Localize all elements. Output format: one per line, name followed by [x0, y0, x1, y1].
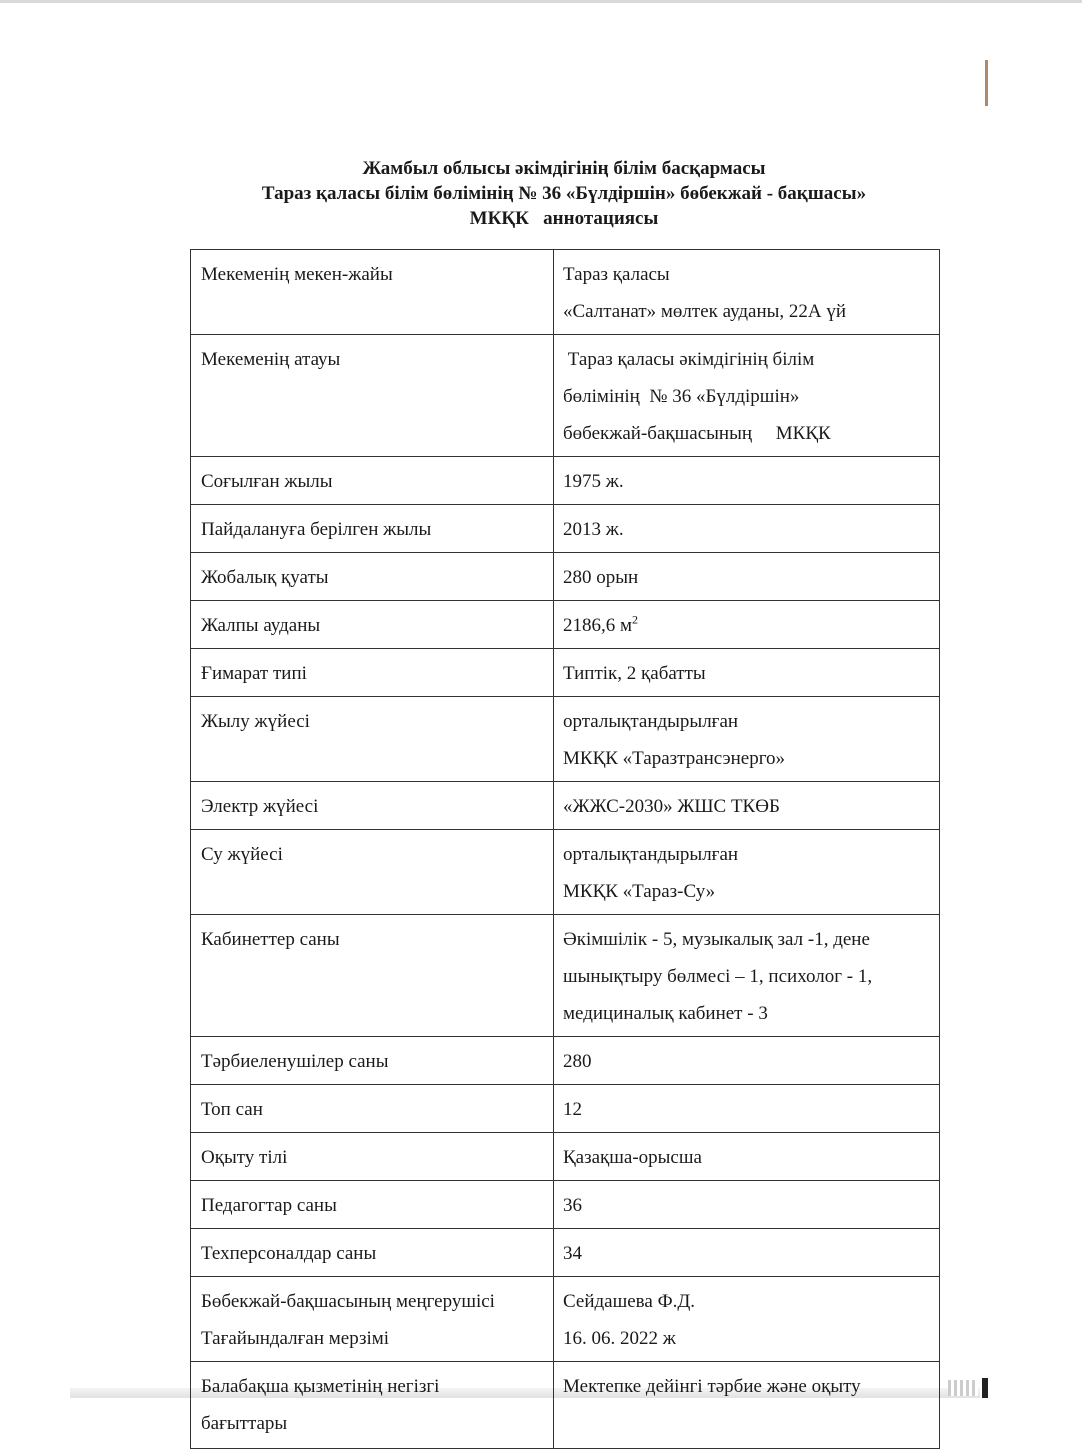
table-row	[191, 1229, 940, 1277]
row-value	[554, 1037, 940, 1085]
value-text-content: медициналық кабинет - 3	[563, 1003, 768, 1024]
table-row	[191, 1277, 940, 1362]
value-text-content: бөлімінің № 36 «Бүлдіршін»	[563, 386, 800, 407]
label-text: Тәрбиеленушілер саны	[201, 1051, 389, 1072]
label-text: Ғимарат типі	[201, 663, 307, 684]
value-text-content: орталықтандырылған	[563, 844, 739, 865]
row-label	[191, 915, 554, 1037]
label-text: Оқыту тілі	[201, 1147, 288, 1168]
value-text-content: 1975 ж.	[563, 471, 624, 492]
row-value	[554, 250, 940, 335]
value-text	[563, 463, 931, 500]
value-text-content: Типтік, 2 қабатты	[563, 663, 706, 684]
value-text-content: МКҚК «Тараз-Су»	[563, 881, 716, 902]
row-label	[191, 457, 554, 505]
row-value	[554, 830, 940, 915]
label-text: Соғылған жылы	[201, 471, 333, 492]
row-label	[191, 1362, 554, 1449]
row-label	[191, 553, 554, 601]
value-text	[563, 1283, 931, 1320]
label-text: бағыттары	[201, 1413, 288, 1434]
value-text	[563, 836, 931, 873]
value-text-content: Мектепке дейінгі тәрбие және оқыту	[563, 1376, 861, 1397]
value-text	[563, 873, 931, 910]
row-label	[191, 505, 554, 553]
value-text-content: 2186,6 м	[563, 615, 633, 636]
value-text	[563, 995, 931, 1032]
row-label	[191, 601, 554, 649]
value-text	[563, 1368, 931, 1405]
value-text-content: «ЖЖС-2030» ЖШС ТКӨБ	[563, 796, 780, 817]
value-text	[563, 559, 931, 596]
value-text-content: Тараз қаласы	[563, 264, 670, 285]
row-value	[554, 649, 940, 697]
row-value	[554, 457, 940, 505]
row-value	[554, 601, 940, 649]
value-text	[563, 740, 931, 777]
row-value	[554, 1133, 940, 1181]
value-text	[563, 341, 931, 378]
table-row	[191, 601, 940, 649]
value-text	[563, 293, 931, 330]
value-text-content: 12	[563, 1099, 582, 1120]
value-text-content: 34	[563, 1243, 582, 1264]
row-value	[554, 915, 940, 1037]
label-text: Балабақша қызметінің негізгі	[201, 1376, 440, 1397]
header-line-3: МКҚК аннотациясы	[469, 208, 659, 229]
table-row	[191, 505, 940, 553]
table-row	[191, 782, 940, 830]
row-label	[191, 1133, 554, 1181]
value-text	[563, 703, 931, 740]
row-value	[554, 1181, 940, 1229]
value-text-content: 16. 06. 2022 ж	[563, 1328, 676, 1349]
table-row	[191, 457, 940, 505]
row-value	[554, 1229, 940, 1277]
value-text-content: 280	[563, 1051, 592, 1072]
label-text: Кабинеттер саны	[201, 929, 340, 950]
row-label	[191, 1181, 554, 1229]
value-text	[563, 256, 931, 293]
superscript: 2	[632, 612, 639, 627]
header-line-1: Жамбыл облысы әкімдігінің білім басқармасы	[362, 158, 766, 179]
label-text: Су жүйесі	[201, 844, 283, 865]
value-text	[563, 511, 931, 548]
value-text-content: 36	[563, 1195, 582, 1216]
value-text	[563, 378, 931, 415]
row-label	[191, 250, 554, 335]
value-text-content: Қазақша-орысша	[563, 1147, 702, 1168]
label-text: Техперсоналдар саны	[201, 1243, 377, 1264]
label-text: Жалпы ауданы	[201, 615, 321, 636]
value-text-content: орталықтандырылған	[563, 711, 739, 732]
row-value	[554, 1277, 940, 1362]
table-row	[191, 335, 940, 457]
row-label	[191, 830, 554, 915]
row-label	[191, 649, 554, 697]
value-text	[563, 1139, 931, 1176]
row-value	[554, 782, 940, 830]
value-text	[563, 1187, 931, 1224]
label-text: Пайдалануға берілген жылы	[201, 519, 432, 540]
value-text-content: Тараз қаласы әкімдігінің білім	[563, 349, 815, 370]
scan-artifact	[948, 1380, 978, 1396]
row-label	[191, 697, 554, 782]
table-row	[191, 1181, 940, 1229]
row-value	[554, 553, 940, 601]
header-line-2: Тараз қаласы білім бөлімінің № 36 «Бүлдіршін» бөбекжай - бақшасы»	[261, 183, 867, 204]
table-row	[191, 1085, 940, 1133]
table-row	[191, 1362, 940, 1449]
value-text	[563, 607, 931, 644]
value-text-content: бөбекжай-бақшасының МКҚК	[563, 423, 831, 444]
table-row	[191, 697, 940, 782]
scan-artifact-dark	[982, 1378, 988, 1398]
table-row	[191, 1133, 940, 1181]
row-label	[191, 1085, 554, 1133]
annotation-table	[190, 249, 940, 1449]
label-text: Жылу жүйесі	[201, 711, 310, 732]
value-text	[563, 788, 931, 825]
table-row	[191, 830, 940, 915]
page-edge-mark	[985, 60, 988, 106]
label-text: Мекеменің мекен-жайы	[201, 264, 393, 285]
row-label	[191, 1229, 554, 1277]
row-value	[554, 1085, 940, 1133]
row-value	[554, 505, 940, 553]
value-text	[563, 1091, 931, 1128]
value-text-content: 2013 ж.	[563, 519, 624, 540]
row-value	[554, 697, 940, 782]
value-text-content: «Салтанат» мөлтек ауданы, 22А үй	[563, 301, 847, 322]
row-value	[554, 335, 940, 457]
table-row	[191, 553, 940, 601]
label-text: Электр жүйесі	[201, 796, 319, 817]
label-text: Жобалық қуаты	[201, 567, 329, 588]
value-text	[563, 1235, 931, 1272]
value-text	[563, 655, 931, 692]
value-text-content: Әкімшілік - 5, музыкалық зал -1, дене	[563, 929, 870, 950]
table-row	[191, 649, 940, 697]
value-text-content: 280 орын	[563, 567, 639, 588]
label-text: Бөбекжай-бақшасының меңгерушісі	[201, 1291, 495, 1312]
table-row	[191, 250, 940, 335]
value-text-content: МКҚК «Таразтрансэнерго»	[563, 748, 786, 769]
row-label	[191, 335, 554, 457]
value-text	[563, 921, 931, 958]
row-label	[191, 782, 554, 830]
row-value	[554, 1362, 940, 1449]
table-row	[191, 915, 940, 1037]
value-text-content: шынықтыру бөлмесі – 1, психолог - 1,	[563, 966, 873, 987]
top-border	[0, 0, 1082, 3]
label-text: Педагогтар саны	[201, 1195, 337, 1216]
label-text: Топ сан	[201, 1099, 263, 1120]
value-text	[563, 958, 931, 995]
table-row	[191, 1037, 940, 1085]
row-label	[191, 1037, 554, 1085]
label-text: Мекеменің атауы	[201, 349, 341, 370]
label-text: Тағайындалған мерзімі	[201, 1328, 390, 1349]
value-text	[563, 1320, 931, 1357]
value-text	[563, 415, 931, 452]
value-text-content: Сейдашева Ф.Д.	[563, 1291, 696, 1312]
document-header	[190, 156, 938, 231]
row-label	[191, 1277, 554, 1362]
value-text	[563, 1043, 931, 1080]
